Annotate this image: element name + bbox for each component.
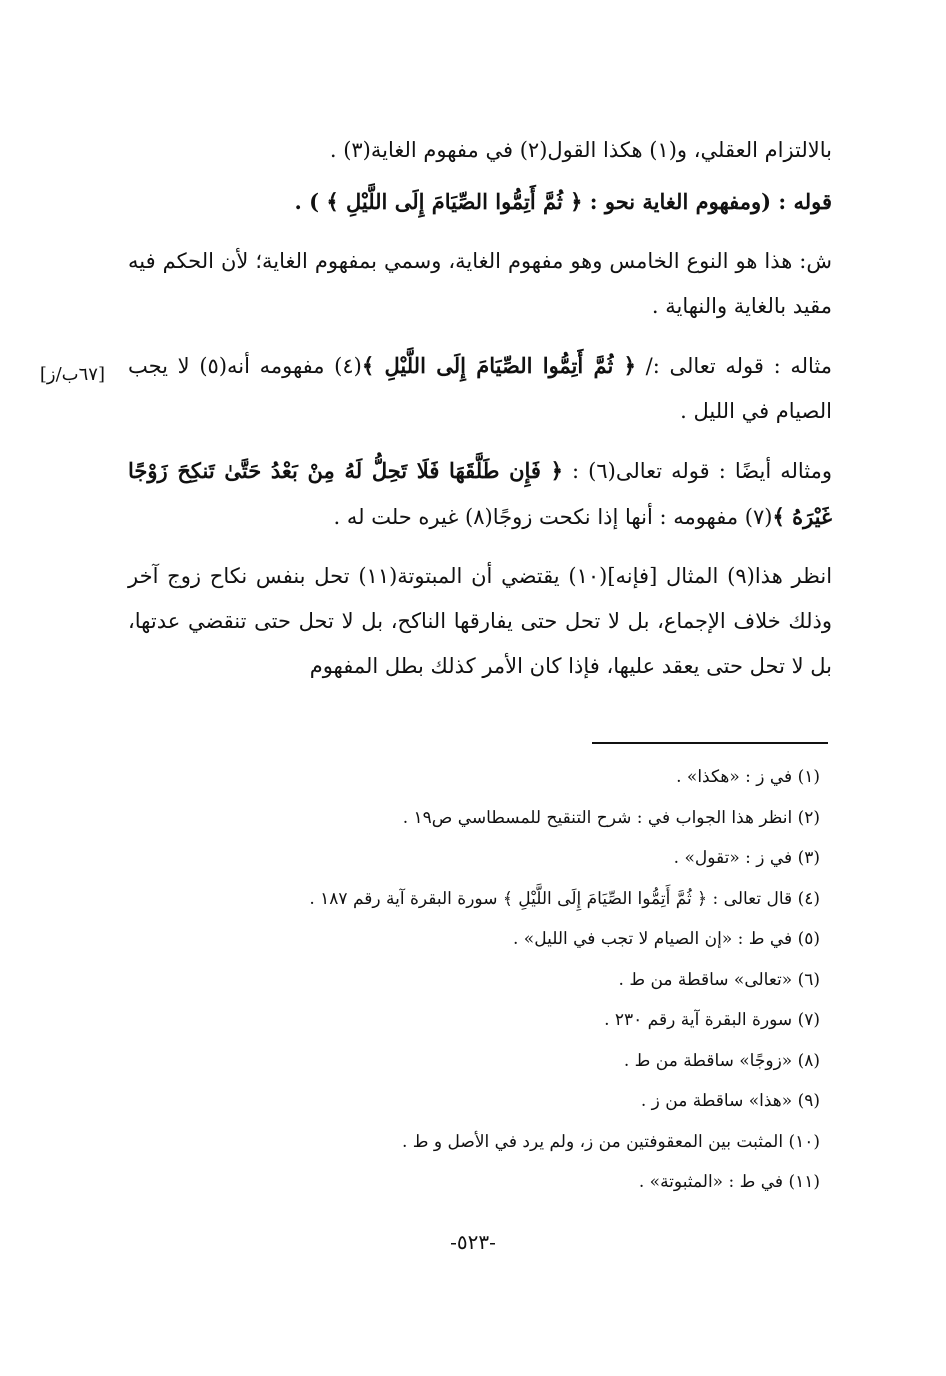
footnote-11: (١١) في ط : «المثبوتة» . [638,1172,820,1192]
footnote-divider [592,742,828,744]
footnote-10: (١٠) المثبت بين المعقوفتين من ز، ولم يرد في الأصل و ط . [402,1131,820,1152]
paragraph-3-text: ش: هذا هو النوع الخامس وهو مفهوم الغاية، وسمي بمفهوم الغاية؛ لأن الحكم فيه مقيد بالغاية والنهاية . [128,249,832,318]
paragraph-5-verse: ﴿ فَإِن طَلَّقَهَا فَلَا تَحِلُّ لَهُ مِنْ بَعْدُ حَتَّىٰ تَنكِحَ زَوْجًا غَيْرَهُ ﴾ [128,458,832,529]
main-text [128,128,832,703]
paragraph-1 [128,128,832,173]
footnotes [128,757,832,1203]
page-number: -٥٢٣- [450,1230,496,1254]
paragraph-4-verse: ﴿ ثُمَّ أَتِمُّوا الصِّيَامَ إِلَى اللَّيْلِ ﴾ [361,353,636,378]
footnote-9: (٩) «هذا» ساقطة من ز . [640,1091,820,1111]
paragraph-6 [128,554,832,689]
paragraph-4-after: (٤) مفهومه أنه(٥) لا يجب الصيام في الليل . [128,354,832,423]
footnote-7: (٧) سورة البقرة آية رقم ٢٣٠ . [604,1010,820,1030]
paragraph-4-before: مثاله : قوله تعالى :/ [635,354,832,378]
paragraph-6-text: انظر هذا(٩) المثال [فإنه](١٠) يقتضي أن المبتوتة(١١) تحل بنفس نكاح زوج آخر وذلك خلاف الإجماع، بل لا تحل حتى يفارقها الناكح، بل لا تحل حتى تنقضي عدتها، بل لا تحل حتى يعقد عليها، فإذا كان الأمر كذلك بطل المفهوم [128,564,833,678]
paragraph-1-text: بالالتزام العقلي، و(١) هكذا القول(٢) في مفهوم الغاية(٣) . [329,138,832,162]
footnote-6: (٦) «تعالى» ساقطة من ط . [618,969,820,990]
paragraph-3 [128,239,832,329]
paragraph-5-after: (٧) مفهومه : أنها إذا نكحت زوجًا(٨) غيره حلت له . [333,505,773,529]
footnote-4: (٤) قال تعالى : ﴿ ثُمَّ أَتِمُّوا الصِّيَامَ إِلَى اللَّيْلِ ﴾ سورة البقرة آية رقم ١٨٧ . [309,888,820,909]
footnote-5: (٥) في ط : «إن الصيام لا تجب في الليل» . [512,929,820,949]
footnote-1: (١) في ز : «هكذا» . [676,767,820,787]
paragraph-4 [128,343,832,434]
paragraph-5-before: ومثاله أيضًا : قوله تعالى(٦) : [562,459,832,483]
paragraph-5 [128,448,832,540]
footnote-2: (٢) انظر هذا الجواب في : شرح التنقيح للمسطاسي ص١٩ . [402,807,820,828]
footnote-3: (٣) في ز : «تقول» . [673,848,820,868]
footnote-8: (٨) «زوجًا» ساقطة من ط . [623,1050,820,1071]
paragraph-2 [128,179,832,225]
paragraph-2-lead: قوله : (ومفهوم الغاية نحو : ﴿ ثُمَّ أَتِمُّوا الصِّيَامَ إِلَى اللَّيْلِ ﴾ ) . [294,189,832,214]
manuscript-folio-ref: [٦٧ب/ز] [39,364,105,385]
